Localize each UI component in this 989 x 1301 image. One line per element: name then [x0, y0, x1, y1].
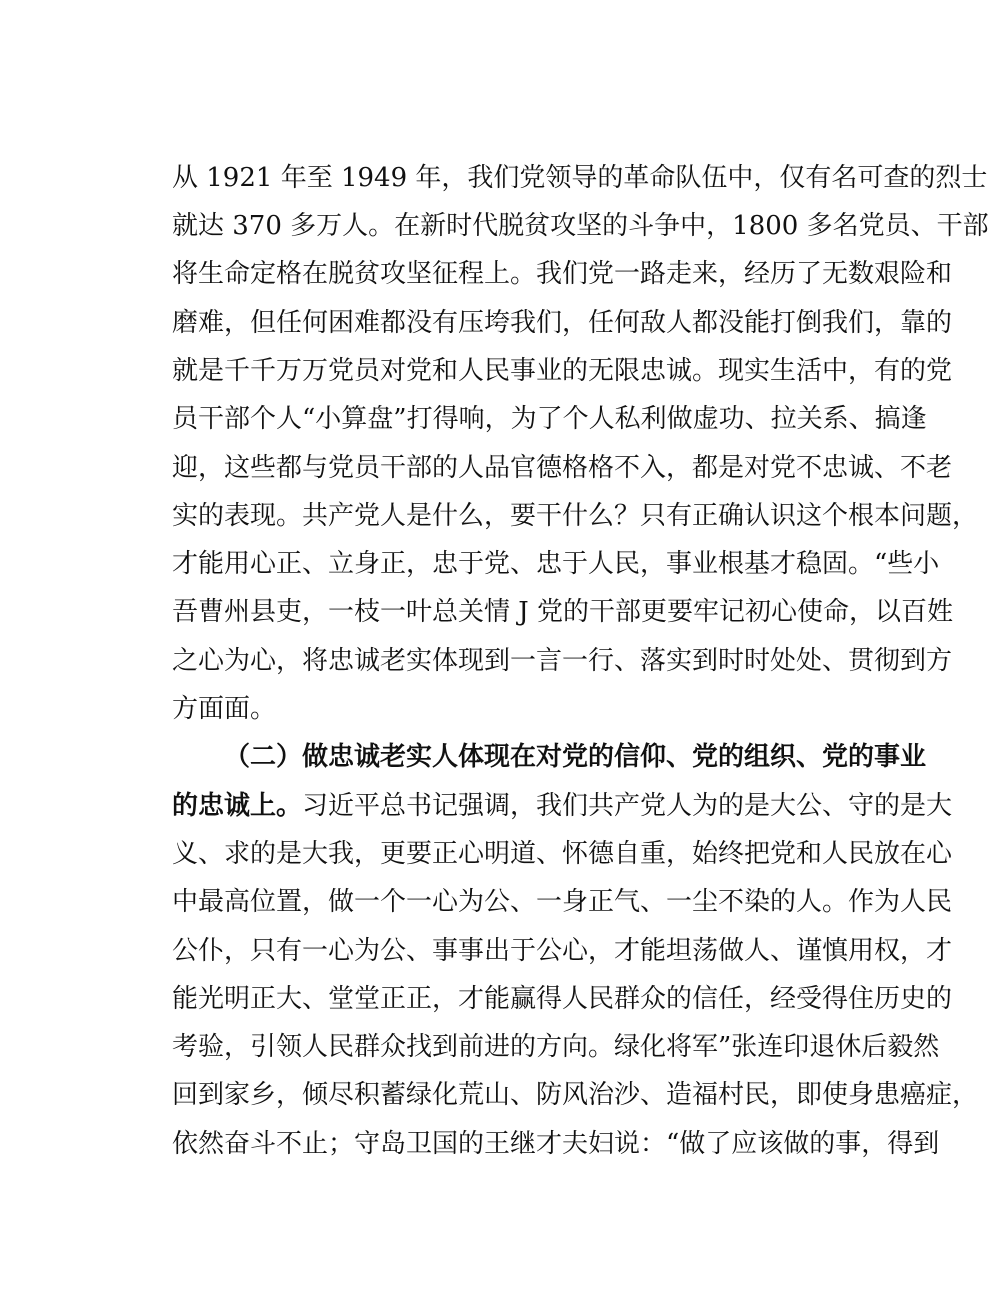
- text-line: 磨难，但任何困难都没有压垮我们，任何敌人都没能打倒我们，靠的: [172, 308, 953, 338]
- text-line: [172, 784, 953, 828]
- text-line: 才能用心正、立身正，忠于党、忠于人民，事业根基才稳固。“些小: [172, 549, 940, 579]
- text-line: 实的表现。共产党人是什么，要干什么？只有正确认识这个根本问题，: [172, 501, 979, 531]
- text-line: 方面面。: [172, 694, 277, 724]
- text-line: 之心为心，将忠诚老实体现到一言一行、落实到时时处处、贯彻到方: [172, 646, 953, 676]
- text-line: 吾曹州县吏，一枝一叶总关情 J 党的干部更要牢记初心使命，以百姓: [172, 597, 953, 627]
- text-line: 考验，引领人民群众找到前进的方向。绿化将军”张连印退休后毅然: [172, 1032, 940, 1062]
- text-line: 员干部个人“小算盘”打得响，为了个人私利做虚功、拉关系、搞逢: [172, 404, 927, 434]
- section-heading-end: 的忠诚上。: [172, 791, 303, 821]
- text-line: 将生命定格在脱贫攻坚征程上。我们党一路走来，经历了无数艰险和: [172, 259, 953, 289]
- text-line: 就是千千万万党员对党和人民事业的无限忠诚。现实生活中，有的党: [172, 356, 953, 386]
- section-heading: （二）做忠诚老实人体现在对党的信仰、党的组织、党的事业: [224, 742, 927, 772]
- text-line: 义、求的是大我，更要正心明道、怀德自重，始终把党和人民放在心: [172, 839, 953, 869]
- text-line: 从 1921 年至 1949 年，我们党领导的革命队伍中，仅有名可查的烈士: [172, 163, 988, 193]
- text-line-rest: 习近平总书记强调，我们共产党人为的是大公、守的是大: [302, 791, 953, 821]
- text-line: 中最高位置，做一个一心为公、一身正气、一尘不染的人。作为人民: [172, 887, 953, 917]
- text-line: 依然奋斗不止；守岛卫国的王继才夫妇说：“做了应该做的事，得到: [172, 1129, 940, 1159]
- text-line: 能光明正大、堂堂正正，才能赢得人民群众的信任，经受得住历史的: [172, 984, 953, 1014]
- text-line: 公仆，只有一心为公、事事出于公心，才能坦荡做人、谨慎用权，才: [172, 936, 953, 966]
- text-line: 就达 370 多万人。在新时代脱贫攻坚的斗争中，1800 多名党员、干部: [172, 211, 989, 241]
- text-line: 迎，这些都与党员干部的人品官德格格不入，都是对党不忠诚、不老: [172, 453, 953, 483]
- text-line: 回到家乡，倾尽积蓄绿化荒山、防风治沙、造福村民，即使身患癌症，: [172, 1080, 979, 1110]
